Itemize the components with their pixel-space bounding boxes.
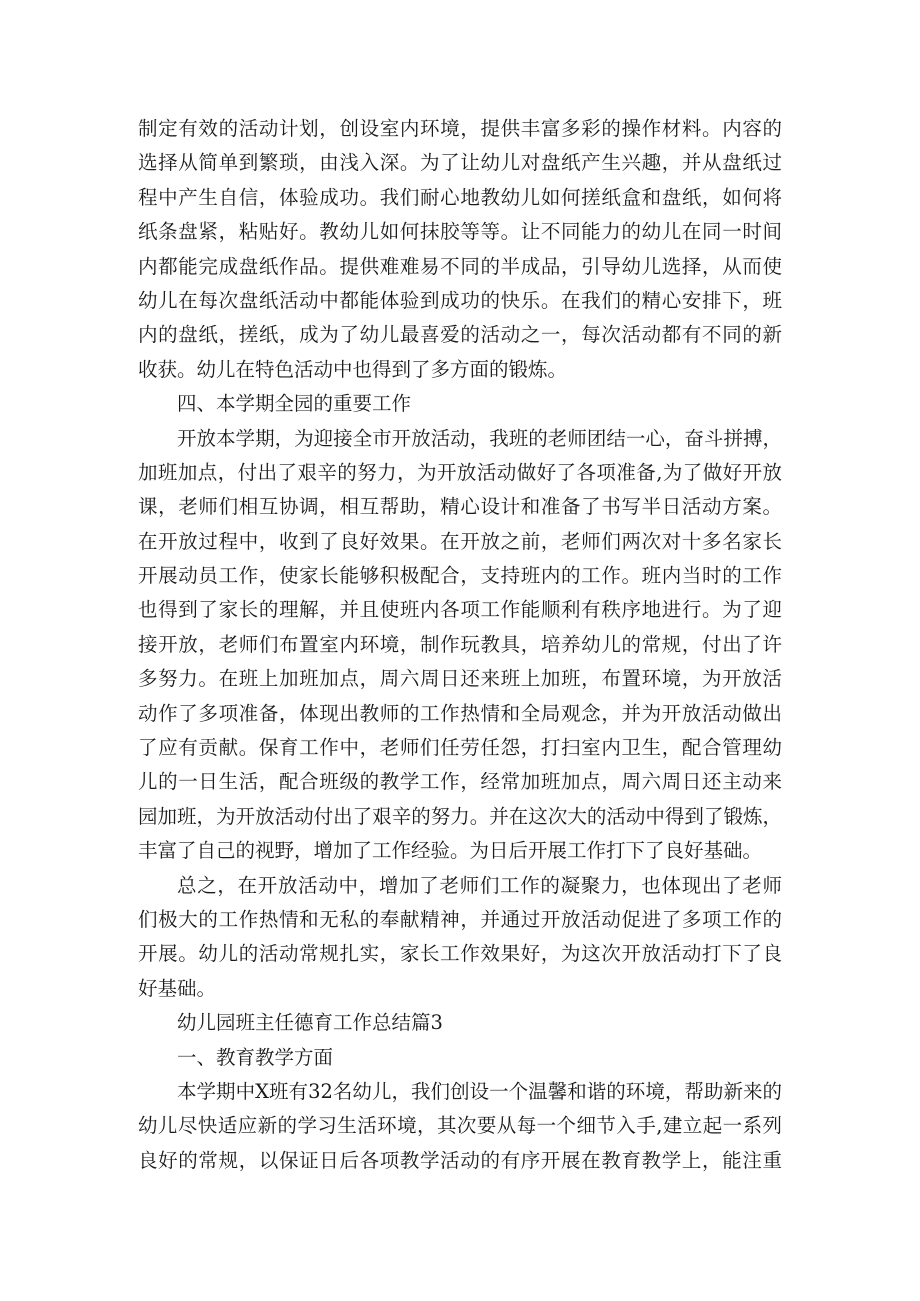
text-line: 儿的一日生活，配合班级的教学工作，经常加班加点，周六周日还主动来 (138, 770, 782, 794)
text-line: 好基础。 (138, 976, 217, 1000)
text-line: 选择从简单到繁琐，由浅入深。为了让幼儿对盘纸产生兴趣，并从盘纸过 (138, 151, 782, 175)
text-line: 也得到了家长的理解，并且使班内各项工作能顺利有秩序地进行。为了迎 (138, 598, 782, 622)
text-line: 幼儿在每次盘纸活动中都能体验到成功的快乐。在我们的精心安排下，班 (138, 288, 782, 312)
text-line: 多努力。在班上加班加点，周六周日还来班上加班，布置环境，为开放活 (138, 667, 782, 691)
text-line: 在开放过程中，收到了良好效果。在开放之前，老师们两次对十多名家长 (138, 529, 782, 553)
text-line: 园加班，为开放活动付出了艰辛的努力。并在这次大的活动中得到了锻炼， (138, 804, 782, 828)
text-line: 程中产生自信，体验成功。我们耐心地教幼儿如何搓纸盒和盘纸，如何将 (138, 185, 782, 209)
text-line: 良好的常规，以保证日后各项教学活动的有序开展在教育教学上，能注重 (138, 1148, 782, 1172)
text-line: 丰富了自己的视野，增加了工作经验。为日后开展工作打下了良好基础。 (138, 839, 763, 863)
text-line: 课，老师们相互协调，相互帮助，精心设计和准备了书写半日活动方案。 (138, 495, 782, 519)
text-line: 内都能完成盘纸作品。提供难难易不同的半成品，引导幼儿选择，从而使 (138, 254, 782, 278)
document-body (138, 112, 782, 1178)
text-line: 纸条盘紧，粘贴好。教幼儿如何抹胶等等。让不同能力的幼儿在同一时间 (138, 220, 782, 244)
text-line: 总之，在开放活动中，增加了老师们工作的凝聚力，也体现出了老师 (177, 873, 782, 897)
text-line: 们极大的工作热情和无私的奉献精神，并通过开放活动促进了多项工作的 (138, 907, 782, 931)
text-line: 开展动员工作，使家长能够积极配合，支持班内的工作。班内当时的工作 (138, 564, 782, 588)
section-heading: 四、本学期全园的重要工作 (177, 392, 412, 416)
text-line: 加班加点，付出了艰辛的努力，为开放活动做好了各项准备,为了做好开放 (138, 460, 782, 484)
text-line: 接开放，老师们布置室内环境，制作玩教具，培养幼儿的常规，付出了许 (138, 632, 782, 656)
text-line: 内的盘纸，搓纸，成为了幼儿最喜爱的活动之一，每次活动都有不同的新 (138, 323, 782, 347)
text-line: 本学期中X班有32名幼儿，我们创设一个温馨和谐的环境，帮助新来的 (177, 1079, 782, 1103)
text-line: 幼儿尽快适应新的学习生活环境，其次要从每一个细节入手,建立起一系列 (138, 1114, 782, 1138)
section-heading: 一、教育教学方面 (177, 1045, 334, 1069)
text-line: 了应有贡献。保育工作中，老师们任劳任怨，打扫室内卫生，配合管理幼 (138, 736, 782, 760)
article-title: 幼儿园班主任德育工作总结篇3 (177, 1011, 443, 1035)
text-line: 收获。幼儿在特色活动中也得到了多方面的锻炼。 (138, 357, 568, 381)
text-line: 开放本学期，为迎接全市开放活动，我班的老师团结一心，奋斗拼搏， (177, 426, 782, 450)
text-line: 动作了多项准备，体现出教师的工作热情和全局观念，并为开放活动做出 (138, 701, 782, 725)
text-line: 制定有效的活动计划，创设室内环境，提供丰富多彩的操作材料。内容的 (138, 117, 782, 140)
text-line: 开展。幼儿的活动常规扎实，家长工作效果好，为这次开放活动打下了良 (138, 942, 782, 966)
